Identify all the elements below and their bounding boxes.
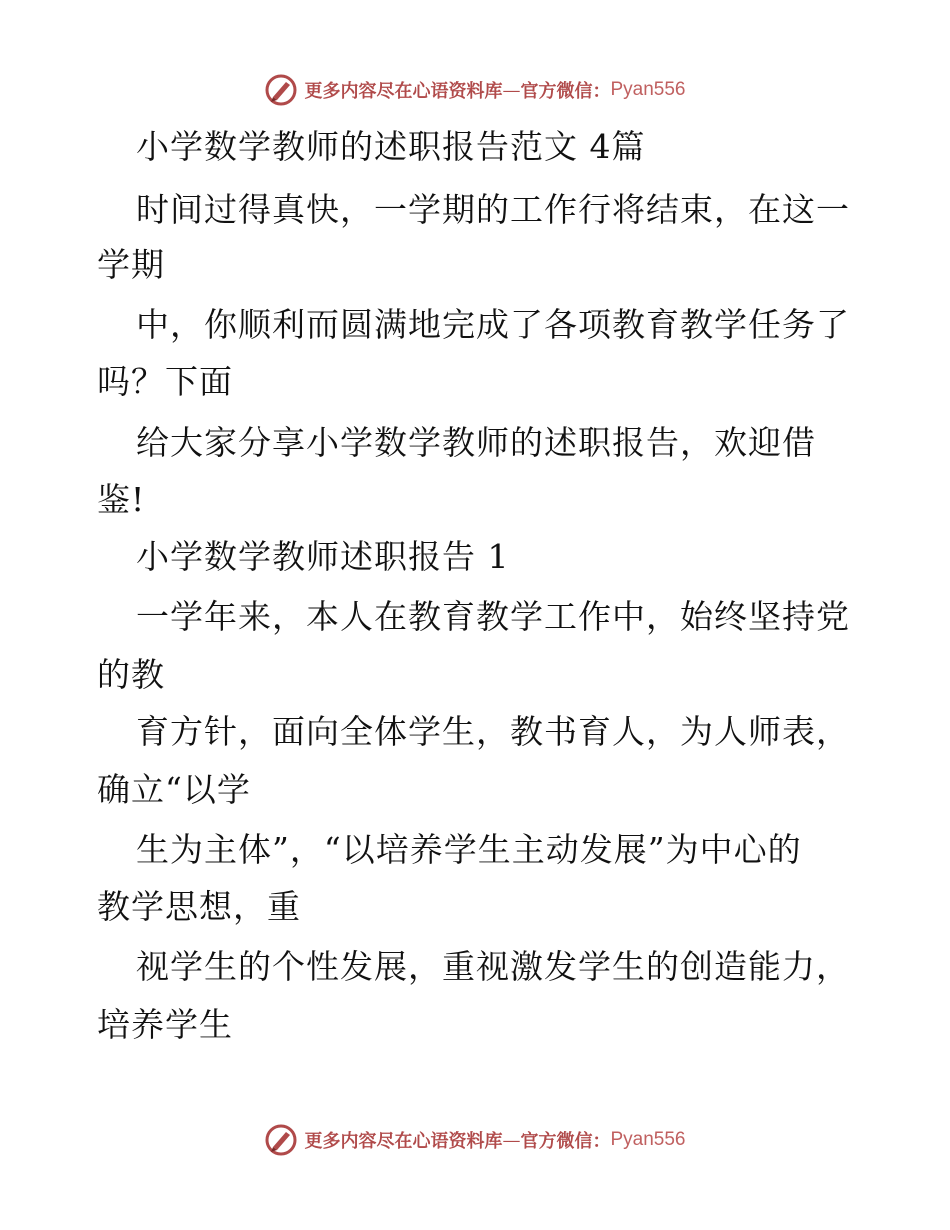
paragraph-line: 吗？下面 bbox=[97, 362, 233, 401]
watermark-wechat-label: 官方微信： bbox=[520, 81, 611, 102]
paragraph-line: 育方针，面向全体学生，教书育人，为人师表， bbox=[136, 712, 850, 751]
paragraph-line: 视学生的个性发展，重视激发学生的创造能力， bbox=[136, 947, 850, 986]
watermark-text: 更多内容尽在心语资料库 bbox=[304, 1131, 503, 1152]
paragraph-line: 鉴! bbox=[97, 480, 146, 519]
paragraph-line: 中，你顺利而圆满地完成了各项教育教学任务了 bbox=[136, 305, 850, 344]
pen-logo-icon bbox=[264, 73, 298, 107]
header-watermark bbox=[0, 70, 950, 110]
paragraph-line: 给大家分享小学数学教师的述职报告，欢迎借 bbox=[136, 423, 816, 462]
paragraph-line: 确立“以学 bbox=[97, 770, 251, 809]
watermark-wechat-id: Pyan556 bbox=[610, 79, 686, 100]
watermark-wechat-id: Pyan556 bbox=[610, 1129, 686, 1150]
watermark-separator: — bbox=[502, 1129, 521, 1151]
section-heading: 小学数学教师述职报告 1 bbox=[136, 537, 510, 576]
footer-watermark bbox=[0, 1120, 950, 1160]
paragraph-line: 教学思想，重 bbox=[97, 887, 301, 926]
watermark-text: 更多内容尽在心语资料库 bbox=[304, 81, 503, 102]
paragraph-line: 时间过得真快，一学期的工作行将结束，在这一 bbox=[136, 190, 850, 229]
paragraph-line: 学期 bbox=[97, 245, 165, 284]
pen-logo-icon bbox=[264, 1123, 298, 1157]
watermark-separator: — bbox=[502, 79, 521, 101]
watermark-wechat-label: 官方微信： bbox=[520, 1131, 611, 1152]
paragraph-line: 生为主体”，“以培养学生主动发展”为中心的 bbox=[136, 830, 802, 869]
document-title: 小学数学教师的述职报告范文 4篇 bbox=[136, 127, 646, 166]
paragraph-line: 培养学生 bbox=[97, 1005, 233, 1044]
paragraph-line: 一学年来，本人在教育教学工作中，始终坚持党 bbox=[136, 597, 850, 636]
paragraph-line: 的教 bbox=[97, 655, 165, 694]
